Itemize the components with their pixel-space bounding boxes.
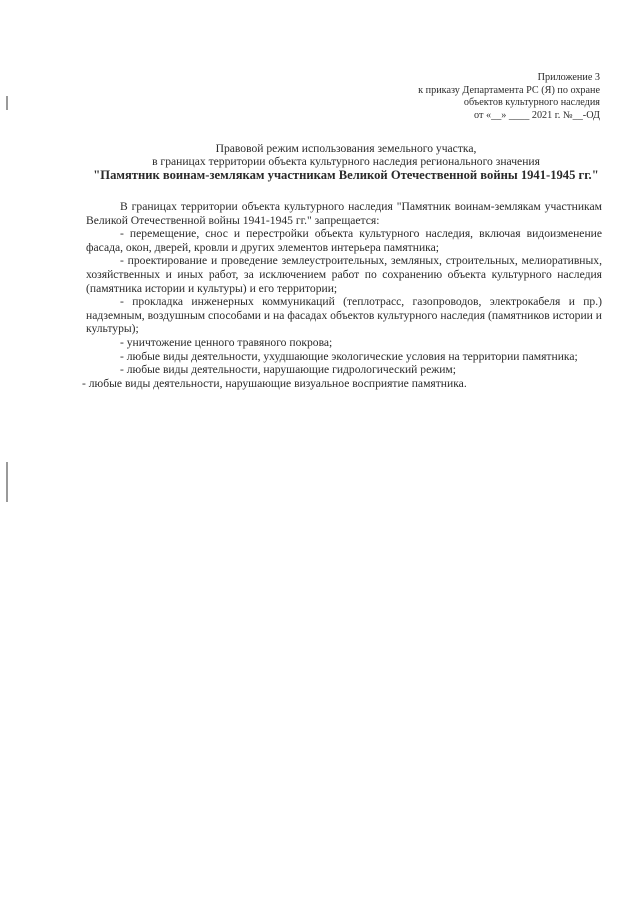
- prohibition-item: - любые виды деятельности, ухудшающие экологические условия на территории памятника;: [120, 349, 578, 363]
- intro-paragraph: В границах территории объекта культурного наследия "Памятник воинам-землякам участникам Великой Отечественной войны 1941-1945 гг." запрещается:: [86, 200, 602, 227]
- appendix-line: к приказу Департамента РС (Я) по охране: [418, 84, 600, 96]
- title-line: Правовой режим использования земельного участка,: [215, 142, 477, 155]
- prohibition-item: - перемещение, снос и перестройки объекта культурного наследия, включая видоизменение фасада, окон, дверей, кровли и других элементов интерьера памятника;: [86, 227, 602, 254]
- monument-name: "Памятник воинам-землякам участникам Великой Отечественной войны 1941-1945 гг.": [93, 167, 599, 182]
- prohibition-item: - любые виды деятельности, нарушающие гидрологический режим;: [120, 363, 456, 377]
- document-title: [86, 142, 606, 182]
- prohibition-item: - уничтожение ценного травяного покрова;: [120, 335, 333, 349]
- appendix-line: Приложение 3: [537, 72, 600, 83]
- scan-artifact-mark: [6, 96, 8, 110]
- prohibition-item: - любые виды деятельности, нарушающие визуальное восприятие памятника.: [82, 376, 467, 390]
- scan-artifact-mark: [6, 462, 8, 502]
- appendix-line: от «__» ____ 2021 г. №__-ОД: [474, 109, 600, 121]
- appendix-header: [340, 72, 600, 122]
- prohibition-item: - прокладка инженерных коммуникаций (теплотрасс, газопроводов, электрокабеля и пр.) надземным, воздушным способами и на фасадах объектов культурного наследия (памятников истории и культуры);: [86, 295, 602, 336]
- document-body: [82, 200, 602, 390]
- appendix-line: объектов культурного наследия: [463, 97, 600, 109]
- prohibition-item: - проектирование и проведение землеустроительных, земляных, строительных, мелиоративных, хозяйственных и иных работ, за исключением работ по сохранению объекта культурного наследия (памятника истории и культуры) и его территории;: [86, 254, 602, 295]
- title-line: в границах территории объекта культурного наследия регионального значения: [152, 155, 540, 169]
